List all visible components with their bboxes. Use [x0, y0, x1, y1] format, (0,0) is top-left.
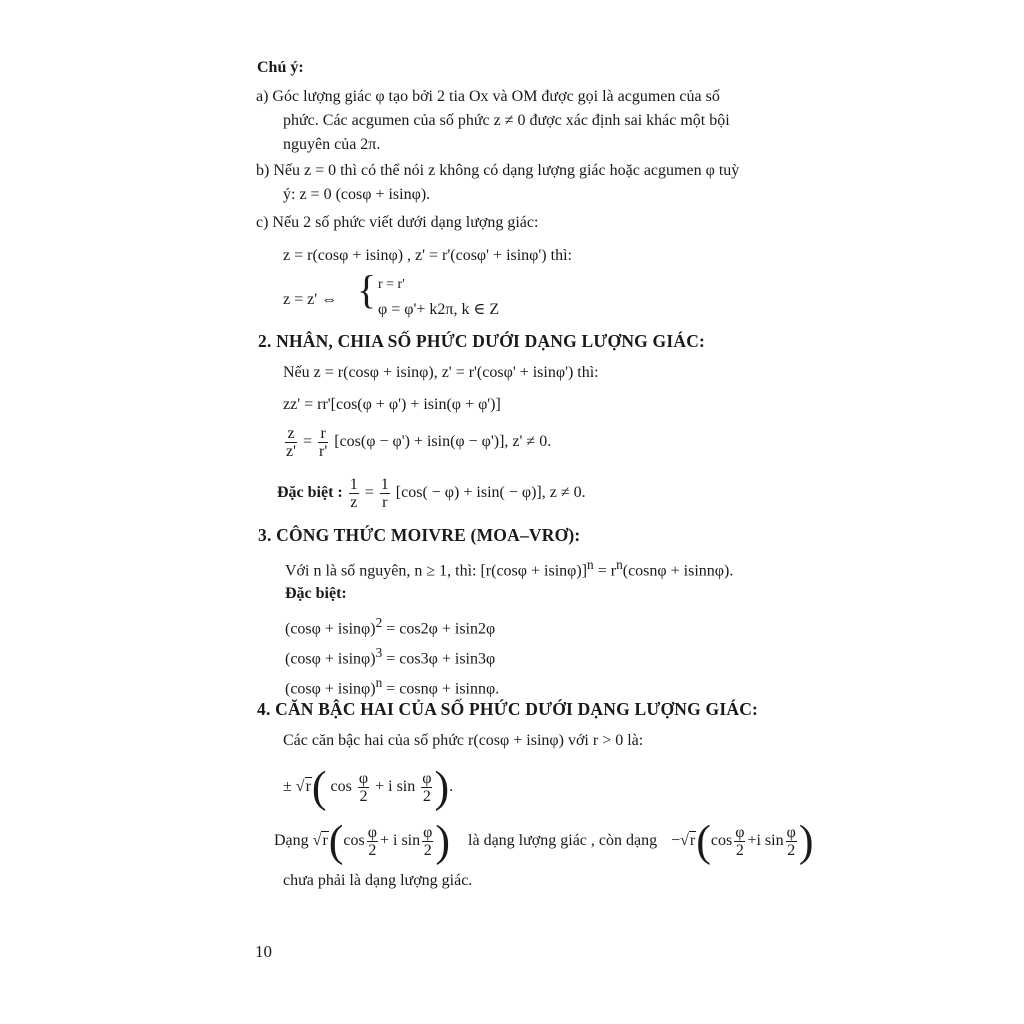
- phi-num-1b: φ: [422, 769, 432, 787]
- dot-1: .: [449, 778, 454, 795]
- paren-open-2: (: [328, 816, 344, 866]
- section3-eq1: [285, 613, 495, 639]
- minus-sign: −: [671, 832, 681, 849]
- div-num-right: r: [318, 425, 328, 443]
- special-den1: z: [350, 494, 358, 511]
- sqrt-r-3: r: [689, 832, 696, 849]
- section3-special-label: Đặc biệt:: [285, 585, 347, 602]
- note-a-line2: phức. Các acgumen của số phức z ≠ 0 được xác định sai khác một bội: [283, 112, 730, 129]
- phi-num-2b: φ: [423, 823, 433, 841]
- note-c-sys-line2: φ = φ'+ k2π, k ∈ Z: [378, 301, 500, 318]
- section3-line1: [285, 555, 733, 581]
- eq3-a: (cosφ + isinφ): [285, 680, 376, 698]
- cos-3: cos: [710, 832, 733, 849]
- special-den2: r: [382, 494, 388, 511]
- eq1-b: = cos2φ + isin2φ: [382, 620, 496, 638]
- cos-2: cos: [343, 832, 365, 849]
- section3-eq3: [285, 673, 499, 699]
- sqrt-symbol-3: √: [680, 832, 689, 849]
- eq2-a: (cosφ + isinφ): [285, 650, 376, 668]
- special-rest: [cos( − φ) + isin( − φ)], z ≠ 0.: [395, 484, 586, 502]
- pm-sign: ±: [283, 778, 292, 795]
- eq3-b: = cosnφ + isinnφ.: [382, 680, 500, 698]
- page-number: 10: [255, 942, 272, 961]
- special-num1: 1: [349, 476, 358, 493]
- system-brace: {: [357, 267, 377, 312]
- sqrt-r-1: r: [305, 778, 311, 795]
- phi-num-2a: φ: [367, 823, 377, 841]
- two-den-3a: 2: [735, 841, 744, 859]
- section4-dang-line: [274, 816, 814, 866]
- isin-2: + i sin: [379, 832, 421, 849]
- div-den-right: r': [319, 443, 328, 460]
- eq1-a: (cosφ + isinφ): [285, 620, 376, 638]
- eq2-sup: 3: [375, 645, 383, 660]
- phi-num-3b: φ: [786, 823, 796, 841]
- section2-special: Đặc biệt : $\frac{1}{z}$ = $\frac{1}{r}$ [cos( − φ) + isin( − φ)], z ≠ 0.: [277, 476, 586, 511]
- section3-eq2: [285, 643, 495, 669]
- paren-close-2: ): [435, 816, 451, 866]
- two-den-2b: 2: [423, 841, 432, 859]
- div-rest: [cos(φ − φ') + isin(φ − φ')], z' ≠ 0.: [334, 433, 552, 451]
- cos-1: cos: [330, 778, 352, 795]
- moivre-c: (cosnφ + isinnφ).: [622, 562, 734, 580]
- section2-division: $\frac{z}{z'}$ = $\frac{r}{r'}$ [cos(φ − φ') + isin(φ − φ')], z' ≠ 0.: [286, 425, 552, 460]
- eq1-sup: 2: [375, 615, 383, 630]
- isin-1: + i sin: [375, 778, 416, 795]
- note-a-line1: a) Góc lượng giác φ tạo bởi 2 tia Ox và OM được gọi là acgumen của số: [256, 88, 720, 105]
- section2-heading: 2. NHÂN, CHIA SỐ PHỨC DƯỚI DẠNG LƯỢNG GIÁC:: [258, 331, 706, 351]
- two-den-1a: 2: [359, 787, 368, 805]
- section4-roots: [283, 762, 454, 812]
- special-num2: 1: [380, 476, 389, 493]
- isin-3: +i sin: [747, 832, 784, 849]
- note-b-line2: ý: z = 0 (cosφ + isinφ).: [283, 186, 431, 203]
- div-num-left: z: [285, 425, 297, 443]
- note-c-equiv-lhs: z = z' ⇔: [283, 291, 338, 308]
- sqrt-symbol-2: √: [312, 832, 322, 849]
- note-title: Chú ý:: [257, 59, 304, 76]
- two-den-2a: 2: [368, 841, 377, 859]
- section4-heading: 4. CĂN BẬC HAI CỦA SỐ PHỨC DƯỚI DẠNG LƯỢNG GIÁC:: [257, 699, 759, 719]
- section2-line1: Nếu z = r(cosφ + isinφ), z' = r'(cosφ' + isinφ') thì:: [283, 364, 599, 381]
- moivre-sup2: n: [616, 557, 623, 572]
- two-den-1b: 2: [422, 787, 431, 805]
- moivre-a: Với n là số nguyên, n ≥ 1, thì: [r(cosφ + isinφ)]: [285, 562, 588, 580]
- section2-line2: zz' = rr'[cos(φ + φ') + isin(φ + φ')]: [283, 396, 501, 413]
- sqrt-r-2: r: [322, 832, 328, 849]
- note-a-line3: nguyên của 2π.: [283, 136, 381, 153]
- paren-close-3: ): [798, 816, 814, 866]
- eq2-b: = cos3φ + isin3φ: [382, 650, 496, 668]
- paren-open-1: (: [311, 762, 327, 812]
- moivre-b: = r: [593, 562, 617, 580]
- note-c-line2: z = r(cosφ + isinφ) , z' = r'(cosφ' + isinφ') thì:: [283, 247, 572, 264]
- eq3-sup: n: [375, 675, 383, 690]
- dang-label: Dạng: [274, 832, 309, 849]
- section4-last-line: chưa phải là dạng lượng giác.: [283, 872, 473, 889]
- special-label: Đặc biệt :: [277, 484, 343, 502]
- paren-open-3: (: [696, 816, 711, 866]
- moivre-sup1: n: [587, 557, 594, 572]
- paren-close-1: ): [434, 762, 450, 812]
- sqrt-symbol-1: √: [295, 778, 305, 795]
- note-b-line1: b) Nếu z = 0 thì có thể nói z không có dạng lượng giác hoặc acgumen φ tuỳ: [256, 162, 740, 179]
- section4-line1: Các căn bậc hai của số phức r(cosφ + isinφ) với r > 0 là:: [283, 732, 644, 749]
- note-c-line1: c) Nếu 2 số phức viết dưới dạng lượng giác:: [256, 214, 539, 231]
- note-c-sys-line1: r = r': [378, 277, 405, 292]
- phi-num-3a: φ: [735, 823, 745, 841]
- section3-heading: 3. CÔNG THỨC MOIVRE (MOA–VRƠ):: [258, 525, 581, 545]
- phi-num-1a: φ: [358, 769, 369, 787]
- div-den-left: z': [286, 443, 296, 460]
- two-den-3b: 2: [787, 841, 796, 859]
- mid-text: là dạng lượng giác , còn dạng: [468, 832, 658, 849]
